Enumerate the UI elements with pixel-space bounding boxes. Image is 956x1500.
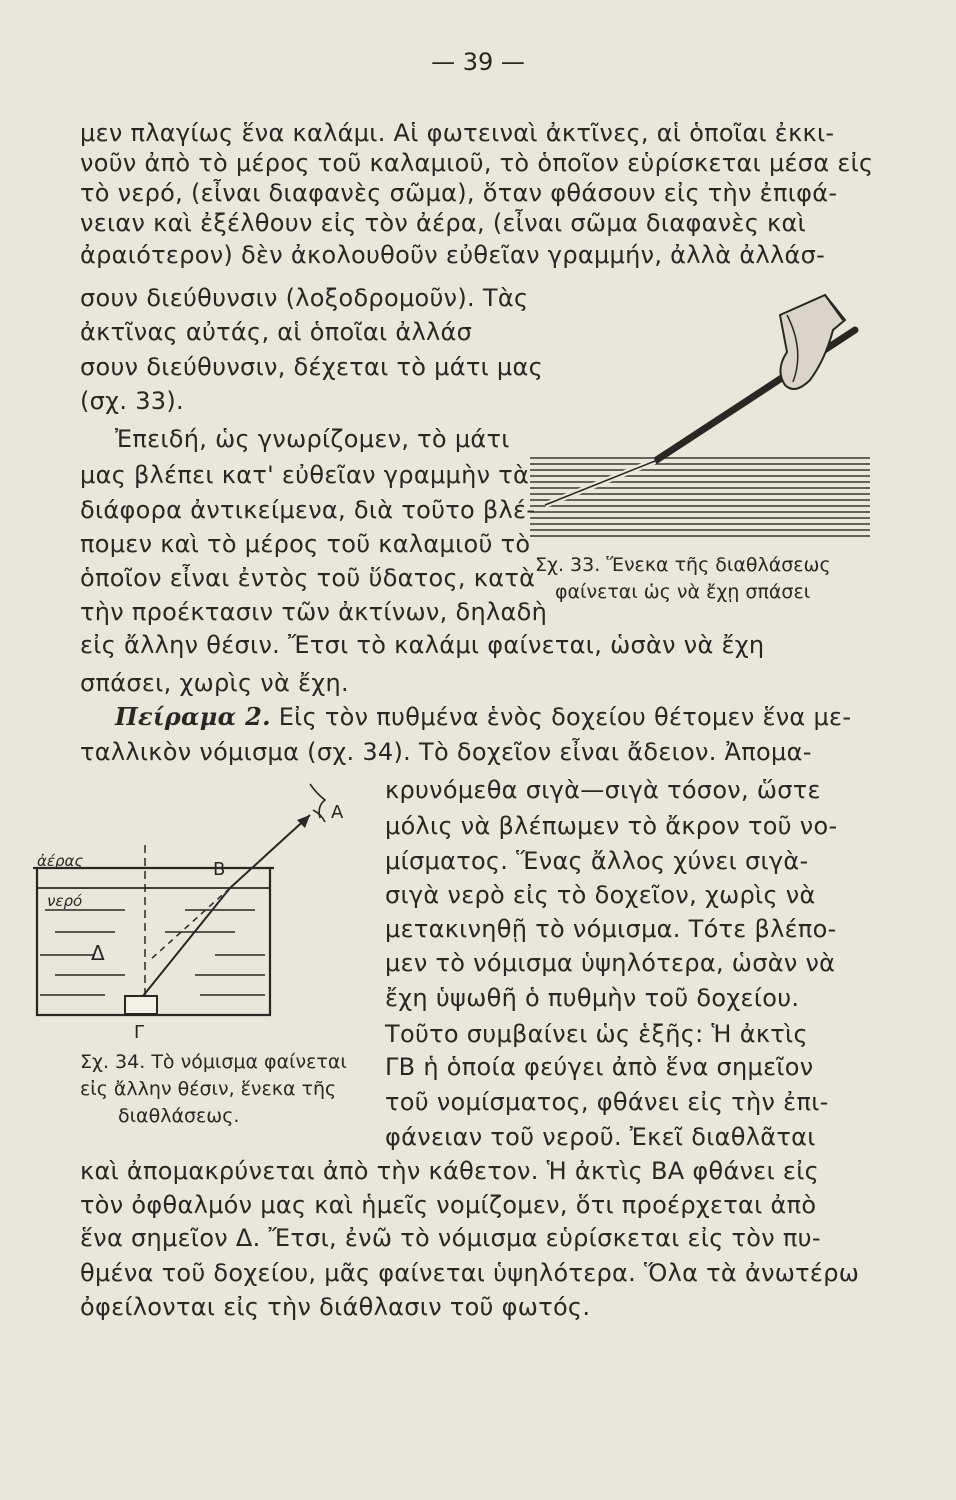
text-line: μεν πλαγίως ἕνα καλάμι. Αἱ φωτειναὶ ἀκτῖνες, αἱ ὁποῖαι ἐκκι- bbox=[80, 119, 835, 147]
label-G: Γ bbox=[134, 1022, 145, 1043]
ray-GB bbox=[143, 888, 230, 996]
figure-33-caption-line: φαίνεται ὡς νὰ ἔχῃ σπάσει bbox=[555, 581, 811, 603]
vessel bbox=[37, 868, 270, 1015]
text-line: ὀφείλονται εἰς τὴν διάθλασιν τοῦ φωτός. bbox=[80, 1293, 591, 1321]
text-line: (σχ. 33). bbox=[80, 387, 184, 415]
label-B: Β bbox=[213, 859, 226, 880]
text-line: κρυνόμεθα σιγὰ—σιγὰ τόσον, ὥστε bbox=[385, 776, 821, 804]
label-water: νερό bbox=[47, 892, 83, 910]
text-line: ἀραιότερον) δὲν ἀκολουθοῦν εὐθεῖαν γραμμήν, ἀλλὰ ἀλλάσ- bbox=[80, 241, 826, 269]
text-line: σπάσει, χωρὶς νὰ ἔχη. bbox=[80, 669, 349, 697]
label-A: Α bbox=[331, 802, 344, 823]
text-line: διάφορα ἀντικείμενα, διὰ τοῦτο βλέ- bbox=[80, 496, 536, 524]
text-line: σιγὰ νερὸ εἰς τὸ δοχεῖον, χωρὶς νὰ bbox=[385, 881, 816, 909]
text-line: ταλλικὸν νόμισμα (σχ. 34). Τὸ δοχεῖον εἶναι ἄδειον. Ἀπομα- bbox=[80, 738, 812, 766]
text-line: καὶ ἀπομακρύνεται ἀπὸ τὴν κάθετον. Ἡ ἀκτὶς ΒΑ φθάνει εἰς bbox=[80, 1157, 820, 1185]
text-line: μόλις νὰ βλέπωμεν τὸ ἄκρον τοῦ νο- bbox=[385, 812, 838, 840]
text-line: νειαν καὶ ἐξέλθουν εἰς τὸν ἀέρα, (εἶναι σῶμα διαφανὲς καὶ bbox=[80, 209, 806, 237]
eye-icon bbox=[310, 784, 325, 822]
text-line: μεν τὸ νόμισμα ὑψηλότερα, ὡσὰν νὰ bbox=[385, 949, 836, 977]
text-line: τὸ νερό, (εἶναι διαφανὲς σῶμα), ὅταν φθάσουν εἰς τὴν ἐπιφά- bbox=[80, 179, 838, 207]
label-air: ἀέρας bbox=[37, 852, 84, 870]
water-hatching bbox=[530, 458, 870, 536]
text-line: τὸν ὀφθαλμόν μας καὶ ἡμεῖς νομίζομεν, ὅτι προέρχεται ἀπὸ bbox=[80, 1191, 817, 1219]
text-line: Ἐπειδή, ὡς γνωρίζομεν, τὸ μάτι bbox=[115, 425, 510, 453]
figure-34-caption-line: διαθλάσεως. bbox=[118, 1105, 240, 1127]
figure-33-caption-line: Σχ. 33. Ἕνεκα τῆς διαθλάσεως bbox=[535, 554, 831, 576]
text-line: θμένα τοῦ δοχείου, μᾶς φαίνεται ὑψηλότερα. Ὅλα τὰ ἀνωτέρω bbox=[80, 1259, 860, 1287]
figure-34-caption-line: εἰς ἄλλην θέσιν, ἕνεκα τῆς bbox=[80, 1078, 337, 1100]
text-line: ἀκτῖνας αὐτάς, αἱ ὁποῖαι ἀλλάσ bbox=[80, 318, 473, 346]
label-D: Δ bbox=[91, 941, 105, 965]
page-number: — 39 — bbox=[431, 48, 525, 76]
water-lines bbox=[40, 910, 265, 995]
text-line: ὁποῖον εἶναι ἐντὸς τοῦ ὕδατος, κατὰ bbox=[80, 564, 536, 592]
text-line: μίσματος. Ἕνας ἄλλος χύνει σιγὰ- bbox=[385, 847, 809, 875]
text-line: Τοῦτο συμβαίνει ὡς ἑξῆς: Ἡ ἀκτὶς bbox=[385, 1020, 808, 1048]
apparent-ray bbox=[150, 888, 230, 960]
text-line: εἰς ἄλλην θέσιν. Ἔτσι τὸ καλάμι φαίνεται, ὡσὰν νὰ ἔχη bbox=[80, 631, 765, 659]
text-line: μετακινηθῇ τὸ νόμισμα. Τότε βλέπο- bbox=[385, 915, 837, 943]
experiment-label: Πείραμα 2. bbox=[115, 702, 271, 731]
text-line: ἕνα σημεῖον Δ. Ἔτσι, ἐνῶ τὸ νόμισμα εὑρίσκεται εἰς τὸν πυ- bbox=[80, 1224, 821, 1252]
text-line: νοῦν ἀπὸ τὸ μέρος τοῦ καλαμιοῦ, τὸ ὁποῖον εὑρίσκεται μέσα εἰς bbox=[80, 149, 874, 177]
text-line: ἔχη ὑψωθῆ ὁ πυθμὴν τοῦ δοχείου. bbox=[385, 984, 800, 1012]
text-line: σουν διεύθυνσιν (λοξοδρομοῦν). Τὰς bbox=[80, 284, 529, 312]
text-line: τοῦ νομίσματος, φθάνει εἰς τὴν ἐπι- bbox=[385, 1088, 829, 1116]
text-line: μας βλέπει κατ' εὐθεῖαν γραμμὴν τὰ bbox=[80, 461, 530, 489]
text-fragment: Εἰς τὸν πυθμένα ἑνὸς δοχείου θέτομεν ἕνα με- bbox=[278, 703, 852, 731]
text-line: σουν διεύθυνσιν, δέχεται τὸ μάτι μας bbox=[80, 353, 543, 381]
text-line: πομεν καὶ τὸ μέρος τοῦ καλαμιοῦ τὸ bbox=[80, 530, 531, 558]
figure-34-caption-line: Σχ. 34. Τὸ νόμισμα φαίνεται bbox=[80, 1051, 347, 1073]
figure-34-illustration bbox=[25, 770, 355, 1050]
stick-under-water-outline bbox=[545, 461, 655, 505]
text-line: ΓΒ ἡ ὁποία φεύγει ἀπὸ ἕνα σημεῖον bbox=[385, 1053, 814, 1081]
coin bbox=[125, 996, 157, 1014]
text-line bbox=[115, 702, 851, 732]
text-line: τὴν προέκτασιν τῶν ἀκτίνων, δηλαδὴ bbox=[80, 598, 548, 626]
text-line: φάνειαν τοῦ νεροῦ. Ἐκεῖ διαθλᾶται bbox=[385, 1123, 816, 1151]
figure-33-illustration bbox=[525, 290, 875, 550]
